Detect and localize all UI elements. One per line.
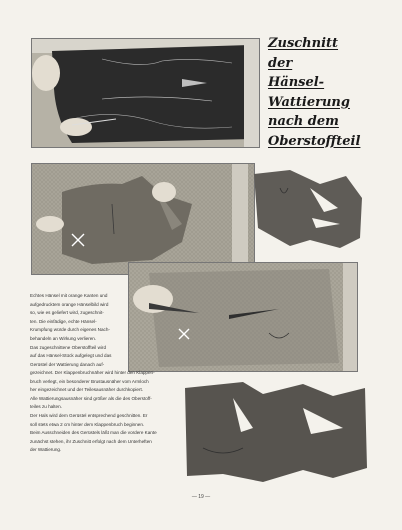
photo-3-image xyxy=(129,263,357,371)
photo-2-image xyxy=(32,164,254,274)
body-text-column xyxy=(30,292,156,369)
title-line: Wattierung xyxy=(268,94,350,110)
page-number: — 19 — xyxy=(191,494,211,500)
body-line: auf das Hänsel-Stück aufgelegt und das xyxy=(30,353,112,359)
body-line: Echtes Hänsel mit orange Kanten und xyxy=(30,293,108,298)
photo-1-image xyxy=(32,39,259,147)
body-line: Gerüstel der Wattierung danach auf- xyxy=(30,361,105,367)
title-line: Oberstoffteil xyxy=(268,133,361,149)
cutout-2-shape xyxy=(183,378,368,483)
photo-pattern-layout xyxy=(31,163,255,275)
body-line: der Wattierung. xyxy=(30,447,62,453)
body-text-wide xyxy=(30,369,190,455)
body-line: so, wie es geliefert wird, zugeschnit- xyxy=(30,310,104,316)
body-line: soll stets etwa 2 cm hinter dem Klappenbruch beginnen. xyxy=(30,421,145,427)
cutout-1-shape xyxy=(250,168,365,250)
body-line: behandeln an Wirkung verlieren. xyxy=(30,335,97,341)
padding-large-cutout xyxy=(183,378,368,483)
body-line: aufgedrucktem orange Hänselbild wird xyxy=(30,301,109,307)
body-line: gezeichnet. Der Klappenbruchnäher wird hinter den Klappen- xyxy=(30,370,155,375)
body-line: Krumpfung würde durch eigenes Nach- xyxy=(30,327,110,333)
body-line: her eingezeichnet und der Teilesausnäher durchkopiert. xyxy=(30,387,144,393)
title-line: der xyxy=(268,55,293,71)
padding-piece-cutout xyxy=(250,168,365,250)
page-title xyxy=(268,34,393,151)
title-line: Zuschnitt xyxy=(268,36,339,51)
body-line: zunächst stehen, ihr Zuschnitt erfolgt nach dem Unterheften xyxy=(30,438,152,444)
title-line: nach dem xyxy=(268,114,339,129)
body-line: Beim Ausschneiden des Gerüstels läßt man die vordere Kante xyxy=(30,430,157,436)
body-line: teiles zu halten. xyxy=(30,404,62,410)
photo-cutting-cloth xyxy=(31,38,260,148)
body-line: Der Hals wird dem Gerüstel entsprechend geschnitten. Er xyxy=(30,412,148,418)
photo-scissors-cutting xyxy=(128,262,358,372)
body-line: bruch verlegt, ein besonderer Brustausnäher vom Armloch xyxy=(30,378,149,384)
body-line: Alle Wattierungsausnäher sind größer als die des Oberstoff- xyxy=(30,395,152,401)
body-line: Das zugeschnittene Oberstoffteil wird xyxy=(30,344,107,350)
title-line: Hänsel- xyxy=(268,75,325,90)
body-line: ten. Die einfädige, echte Hänsel- xyxy=(30,318,97,324)
